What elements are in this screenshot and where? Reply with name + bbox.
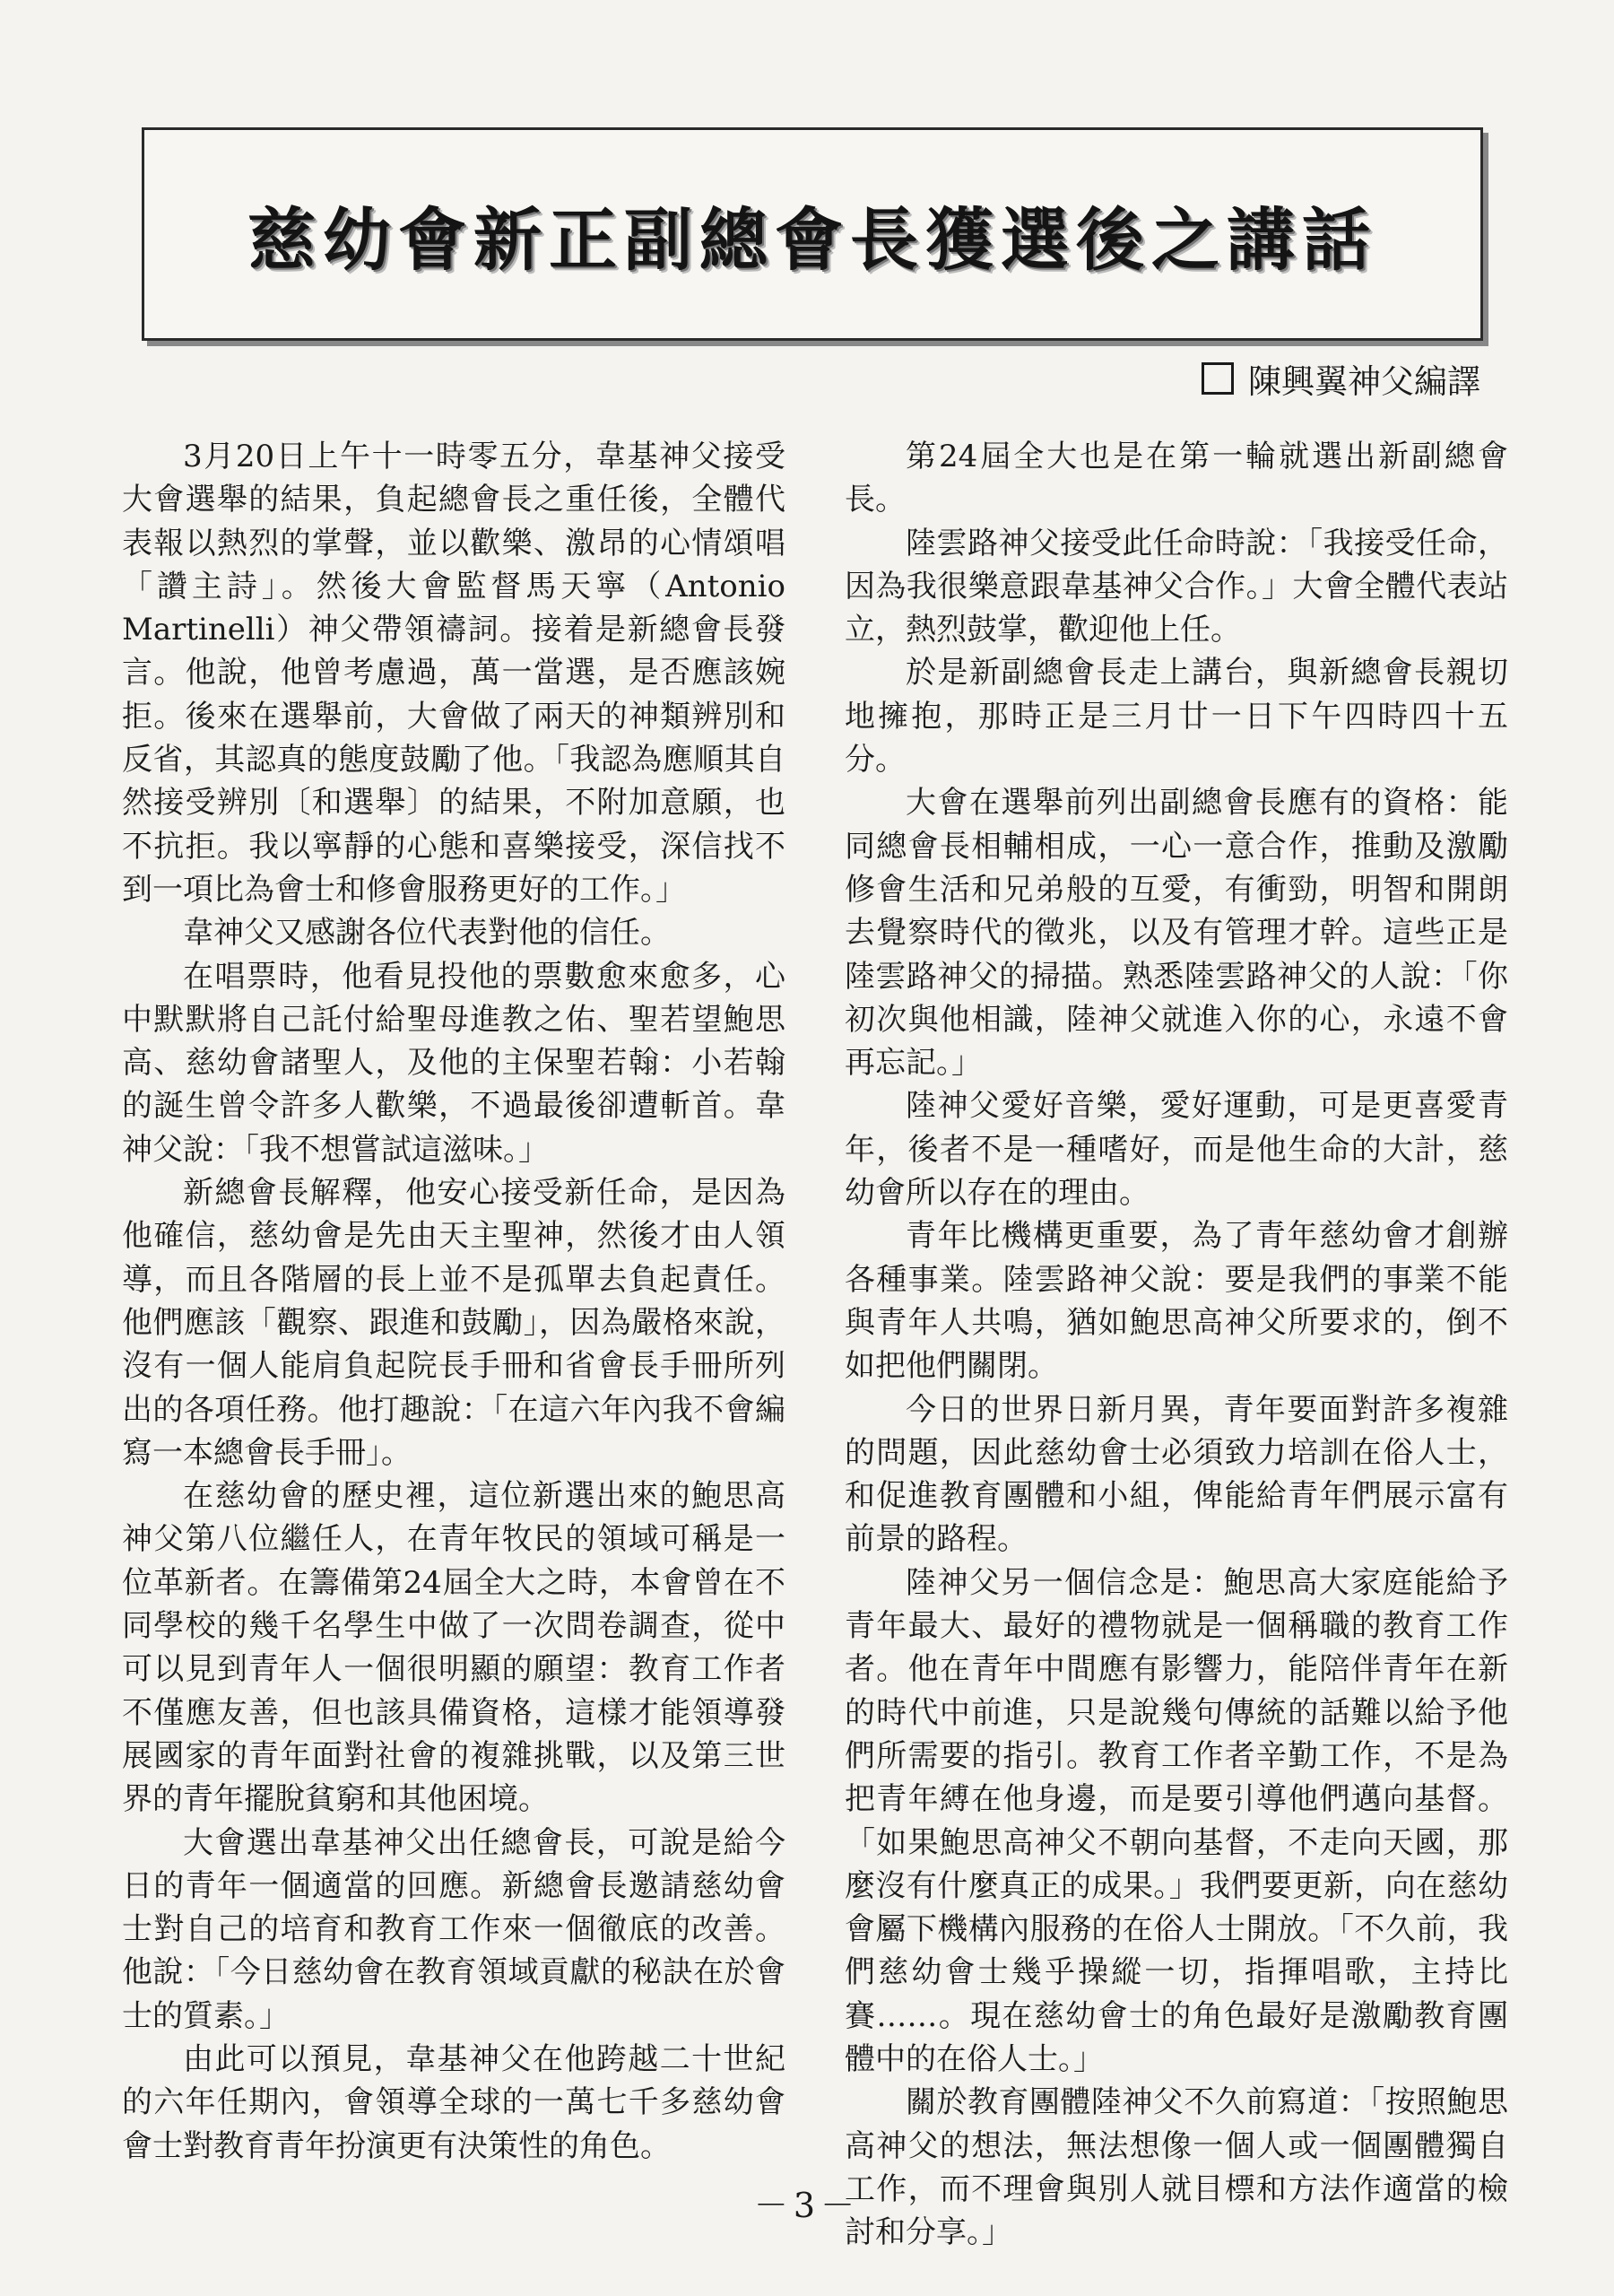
paragraph: 在慈幼會的歷史裡，這位新選出來的鮑思高神父第八位繼任人，在青年牧民的領域可稱是一位革新者。在籌備第24屆全大之時，本會曾在不同學校的幾千名學生中做了一次問卷調查，從中可以見到青年人一個很明顯的願望：教育工作者不僅應友善，但也該具備資格，這樣才能領導發展國家的青年面對社會的複雜挑戰，以及第三世界的青年擺脫貧窮和其他困境。 xyxy=(122,1478,785,1818)
paragraph: 第24屆全大也是在第一輪就選出新副總會長。 xyxy=(845,439,1508,518)
left-column xyxy=(122,435,785,2168)
paragraph: 陸雲路神父接受此任命時說：「我接受任命，因為我很樂意跟韋基神父合作。」大會全體代表站立，熱烈鼓掌，歡迎他上任。 xyxy=(845,525,1508,648)
paragraph: 青年比機構更重要，為了青年慈幼會才創辦各種事業。陸雲路神父說：要是我們的事業不能與青年人共鳴，猶如鮑思高神父所要求的，倒不如把他們關閉。 xyxy=(845,1218,1508,1385)
paragraph: 韋神父又感謝各位代表對他的信任。 xyxy=(183,915,671,952)
paragraph: 大會選出韋基神父出任總會長，可說是給今日的青年一個適當的回應。新總會長邀請慈幼會士對自己的培育和教育工作來一個徹底的改善。他說：「今日慈幼會在教育領域貢獻的秘訣在於會士的質素。」 xyxy=(122,1824,785,2034)
paragraph: 3月20日上午十一時零五分，韋基神父接受大會選舉的結果，負起總會長之重任後，全體代表報以熱烈的掌聲，並以歡樂、激昂的心情頌唱「讚主詩」。然後大會監督馬天寧（Antonio Martinelli）神父帶領禱詞。接着是新總會長發言。他說，他曾考慮過，萬一當選，是否應該婉拒。後來在選舉前，大會做了兩天的神類辨別和反省，其認真的態度鼓勵了他。「我認為應順其自然接受辨別〔和選舉〕的結果，不附加意願，也不抗拒。我以寧靜的心態和喜樂接受，深信找不到一項比為會士和修會服務更好的工作。」 xyxy=(122,439,785,908)
paragraph: 今日的世界日新月異，青年要面對許多複雜的問題，因此慈幼會士必須致力培訓在俗人士，和促進教育團體和小組，俾能給青年們展示富有前景的路程。 xyxy=(845,1391,1508,1558)
paragraph: 大會在選舉前列出副總會長應有的資格：能同總會長相輔相成，一心一意合作，推動及激勵修會生活和兄弟般的互愛，有衝勁，明智和開朗去覺察時代的徵兆，以及有管理才幹。這些正是陸雲路神父的掃描。熟悉陸雲路神父的人說：「你初次與他相識，陸神父就進入你的心，永遠不會再忘記。」 xyxy=(845,785,1508,1082)
byline-text: 陳興翼神父編譯 xyxy=(1248,362,1480,401)
paragraph: 關於教育團體陸神父不久前寫道：「按照鮑思高神父的想法，無法想像一個人或一個團體獨自工作，而不理會與別人就目標和方法作適當的檢討和分享。」 xyxy=(845,2084,1508,2251)
paragraph: 於是新副總會長走上講台，與新總會長親切地擁抱，那時正是三月廿一日下午四時四十五分。 xyxy=(845,655,1508,778)
article-title: 慈幼會新正副總會長獲選後之講話 xyxy=(247,199,1377,280)
title-frame xyxy=(142,127,1483,341)
paragraph: 陸神父愛好音樂，愛好運動，可是更喜愛青年，後者不是一種嗜好，而是他生命的大計，慈幼會所以存在的理由。 xyxy=(845,1088,1508,1212)
byline xyxy=(1202,354,1506,403)
paragraph: 陸神父另一個信念是：鮑思高大家庭能給予青年最大、最好的禮物就是一個稱職的教育工作者。他在青年中間應有影響力，能陪伴青年在新的時代中前進，只是說幾句傳統的話難以給予他們所需要的指引。教育工作者辛勤工作，不是為把青年縛在他身邊，而是要引導他們邁向基督。「如果鮑思高神父不朝向基督，不走向天國，那麼沒有什麼真正的成果。」我們要更新，向在慈幼會屬下機構內服務的在俗人士開放。「不久前，我們慈幼會士幾乎操縱一切，指揮唱歌，主持比賽……。現在慈幼會士的角色最好是激勵教育團體中的在俗人士。」 xyxy=(845,1564,1508,2077)
right-column xyxy=(845,435,1508,2254)
paragraph: 由此可以預見，韋基神父在他跨越二十世紀的六年任期內，會領導全球的一萬七千多慈幼會會士對教育青年扮演更有決策性的角色。 xyxy=(122,2040,785,2164)
page-number: －3－ xyxy=(753,2186,861,2225)
square-bullet-icon xyxy=(1202,362,1234,395)
paragraph: 在唱票時，他看見投他的票數愈來愈多，心中默默將自己託付給聖母進教之佑、聖若望鮑思高、慈幼會諸聖人，及他的主保聖若翰：小若翰的誕生曾令許多人歡樂，不過最後卻遭斬首。韋神父說：「我不想嘗試這滋味。」 xyxy=(122,958,785,1168)
paragraph: 新總會長解釋，他安心接受新任命，是因為他確信，慈幼會是先由天主聖神，然後才由人領導，而且各階層的長上並不是孤單去負起責任。他們應該「觀察、跟進和鼓勵」，因為嚴格來說，沒有一個人能肩負起院長手冊和省會長手冊所列出的各項任務。他打趣說：「在這六年內我不會編寫一本總會長手冊」。 xyxy=(122,1175,785,1471)
